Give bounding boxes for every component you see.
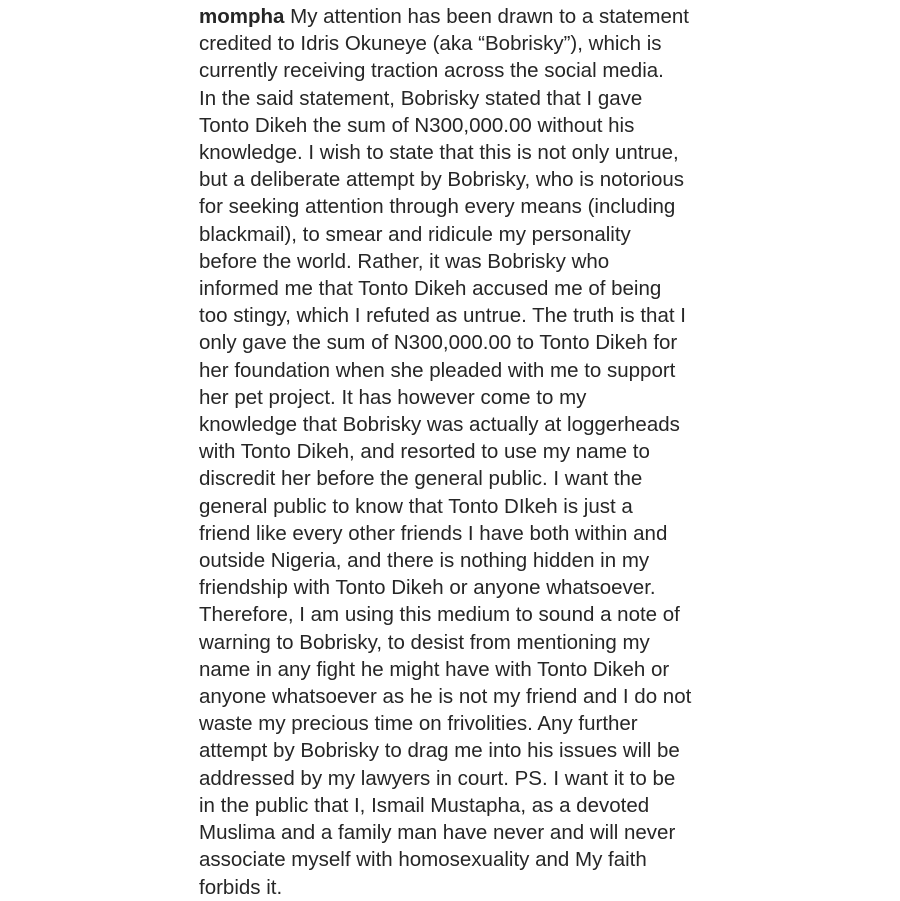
caption-line: associate myself with homosexuality and My faith — [199, 848, 647, 872]
caption-line: knowledge that Bobrisky was actually at loggerheads — [199, 413, 680, 437]
caption-line: attempt by Bobrisky to drag me into his issues will be — [199, 739, 680, 763]
caption-line: discredit her before the general public. I want the — [199, 467, 643, 491]
caption-line: waste my precious time on frivolities. Any further — [199, 712, 638, 736]
caption-line: anyone whatsoever as he is not my friend and I do not — [199, 685, 692, 709]
caption-line: friendship with Tonto Dikeh or anyone whatsoever. — [199, 576, 656, 600]
caption-line: but a deliberate attempt by Bobrisky, who is notorious — [199, 168, 685, 192]
caption-line: Muslima and a family man have never and will never — [199, 821, 676, 845]
caption-line: before the world. Rather, it was Bobrisky who — [199, 249, 610, 273]
post-caption — [199, 3, 889, 901]
caption-line: forbids it. — [199, 875, 283, 899]
caption-line: blackmail), to smear and ridicule my personality — [199, 222, 631, 246]
caption-line: too stingy, which I refuted as untrue. The truth is that I — [199, 304, 686, 328]
caption-line: knowledge. I wish to state that this is not only untrue, — [199, 141, 679, 165]
caption-line — [199, 3, 889, 30]
caption-line: her foundation when she pleaded with me to support — [199, 358, 676, 382]
caption-text: My attention has been drawn to a statement — [284, 5, 689, 28]
caption-line: general public to know that Tonto DIkeh is just a — [199, 494, 633, 518]
caption-line: informed me that Tonto Dikeh accused me of being — [199, 277, 662, 301]
caption-line: currently receiving traction across the social media. — [199, 59, 664, 83]
caption-line: credited to Idris Okuneye (aka “Bobrisky”), which is — [199, 32, 662, 56]
caption-line: name in any fight he might have with Tonto Dikeh or — [199, 657, 670, 681]
caption-line: warning to Bobrisky, to desist from mentioning my — [199, 630, 650, 654]
caption-line: outside Nigeria, and there is nothing hidden in my — [199, 549, 650, 573]
caption-line: In the said statement, Bobrisky stated that I gave — [199, 86, 643, 110]
caption-line: addressed by my lawyers in court. PS. I want it to be — [199, 766, 676, 790]
caption-line: only gave the sum of N300,000.00 to Tonto Dikeh for — [199, 331, 678, 355]
username-link[interactable]: mompha — [199, 5, 285, 28]
caption-line: with Tonto Dikeh, and resorted to use my name to — [199, 440, 650, 464]
caption-line: Therefore, I am using this medium to sound a note of — [199, 603, 680, 627]
caption-line: her pet project. It has however come to my — [199, 385, 587, 409]
caption-line: in the public that I, Ismail Mustapha, as a devoted — [199, 793, 650, 817]
caption-line: friend like every other friends I have both within and — [199, 521, 668, 545]
caption-line: Tonto Dikeh the sum of N300,000.00 without his — [199, 113, 635, 137]
caption-line: for seeking attention through every means (including — [199, 195, 676, 219]
